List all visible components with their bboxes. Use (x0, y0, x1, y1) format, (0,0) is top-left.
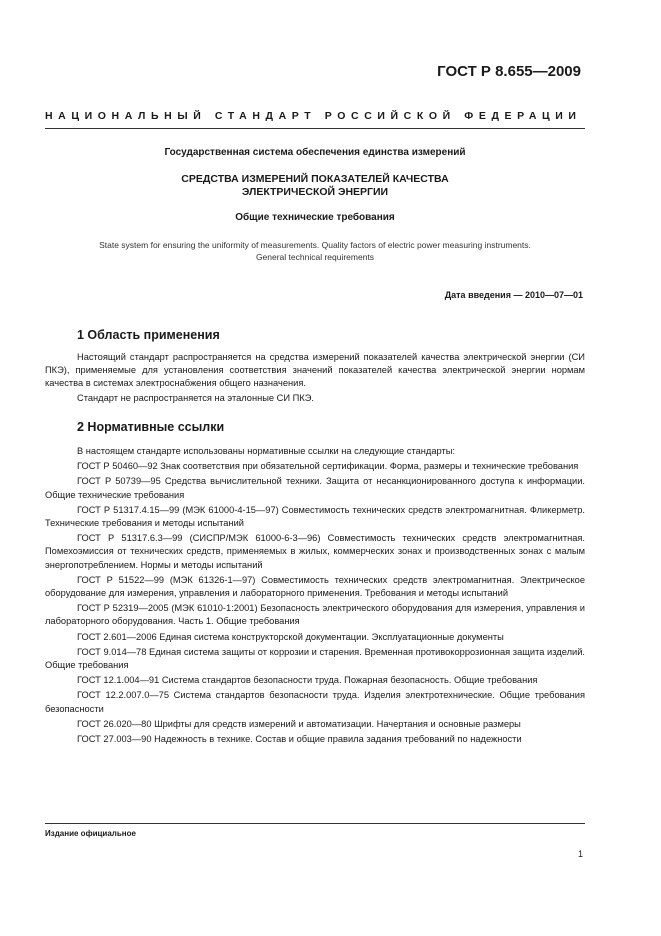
main-title (45, 173, 585, 199)
section-2-heading: 2 Нормативные ссылки (77, 420, 225, 434)
reference-item: ГОСТ Р 51522—99 (МЭК 61326-1—97) Совместимость технических средств электромагнитная. Электрическое оборудование для измерения, управления и лабораторного применения. Требования и методы испытаний (45, 574, 585, 599)
reference-item: ГОСТ Р 51317.4.15—99 (МЭК 61000-4-15—97) Совместимость технических средств электромагнитная. Фликерметр. Технические требования и методы испытаний (45, 504, 585, 529)
page-number: 1 (577, 849, 583, 859)
top-divider (45, 128, 585, 129)
reference-item: ГОСТ 9.014—78 Единая система защиты от коррозии и старения. Временная противокоррозионная защита изделий. Общие требования (45, 646, 585, 671)
section-1-paragraph: Настоящий стандарт распространяется на средства измерений показателей качества электрической энергии (СИ ПКЭ), применяемые для установления соответствия значений показателей качества электрической энергии нормам качества в системах электроснабжения общего назначения. (45, 352, 585, 389)
reference-item: ГОСТ Р 50460—92 Знак соответствия при обязательной сертификации. Форма, размеры и технические требования (77, 461, 579, 472)
normative-references-list (45, 445, 585, 748)
references-intro: В настоящем стандарте использованы нормативные ссылки на следующие стандарты: (77, 446, 456, 456)
document-id: ГОСТ Р 8.655—2009 (437, 63, 581, 80)
reference-item: ГОСТ 27.003—90 Надежность в технике. Состав и общие правила задания требований по надежности (77, 734, 522, 745)
english-title-line-2: General technical requirements (255, 252, 375, 262)
introduction-date: Дата введения — 2010—07—01 (444, 290, 583, 300)
system-title: Государственная система обеспечения единства измерений (164, 147, 466, 158)
main-title-line-1: СРЕДСТВА ИЗМЕРЕНИЙ ПОКАЗАТЕЛЕЙ КАЧЕСТВА (181, 173, 449, 185)
bottom-divider (45, 823, 585, 824)
national-standard-banner: НАЦИОНАЛЬНЫЙ СТАНДАРТ РОССИЙСКОЙ ФЕДЕРАЦИИ (45, 110, 582, 122)
reference-item: ГОСТ 12.2.007.0—75 Система стандартов безопасности труда. Изделия электротехнические. Общие требования безопасности (45, 690, 585, 714)
reference-item: ГОСТ Р 51317.6.3—99 (СИСПР/МЭК 61000-6-3—96) Совместимость технических средств электромагнитная. Помехоэмиссия от технических средств, применяемых в жилых, коммерческих зонах и производственных зонах с малым энергопотреблением. Нормы и методы испытаний (45, 533, 585, 570)
section-1-paragraph: Стандарт не распространяется на эталонные СИ ПКЭ. (77, 393, 315, 403)
main-title-line-2: ЭЛЕКТРИЧЕСКОЙ ЭНЕРГИИ (241, 186, 389, 198)
english-title-line-1: State system for ensuring the uniformity of measurements. Quality factors of electric power measuring instruments. (99, 240, 531, 250)
reference-item: ГОСТ Р 50739—95 Средства вычислительной техники. Защита от несанкционированного доступа к информации. Общие технические требования (45, 476, 585, 500)
section-1-heading: 1 Область применения (77, 328, 220, 342)
subtitle: Общие технические требования (235, 212, 395, 223)
reference-item: ГОСТ 12.1.004—91 Система стандартов безопасности труда. Пожарная безопасность. Общие требования (77, 675, 538, 686)
reference-item: ГОСТ 26.020—80 Шрифты для средств измерений и автоматизации. Начертания и основные размеры (77, 718, 521, 729)
official-edition-label: Издание официальное (45, 829, 136, 838)
reference-item: ГОСТ Р 52319—2005 (МЭК 61010-1:2001) Безопасность электрического оборудования для измерения, управления и лабораторного оборудования. Часть 1. Общие требования (45, 603, 585, 627)
reference-item: ГОСТ 2.601—2006 Единая система конструкторской документации. Эксплуатационные документы (77, 631, 504, 642)
english-title (45, 239, 585, 263)
